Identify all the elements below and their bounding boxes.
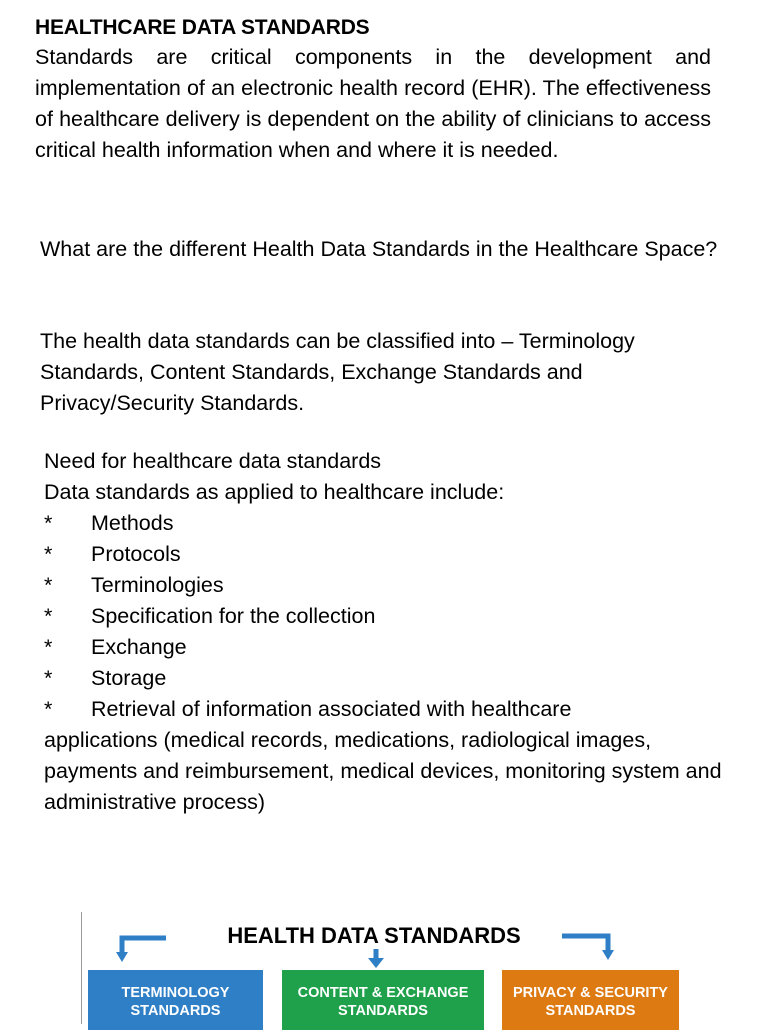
list-item-text: Specification for the collection (91, 604, 376, 628)
box-label-line-2: STANDARDS (130, 1003, 221, 1019)
box-label-line-2: STANDARDS (545, 1003, 636, 1019)
list-item-text: Storage (91, 666, 167, 690)
intro-paragraph: Standards are critical components in the development and implementation of an electronic health record (EHR). The effectiveness of healthcare delivery is dependent on the ability of clinicians to access critical health information when and where it is needed. (35, 45, 711, 162)
list-item (44, 663, 744, 694)
left-elbow-arrow-icon (114, 934, 168, 964)
content-exchange-standards-box (282, 970, 484, 1030)
bullet-marker: * (44, 542, 53, 566)
bullet-marker: * (44, 635, 53, 659)
question-paragraph: What are the different Health Data Standards in the Healthcare Space? (40, 237, 718, 261)
list-item (44, 539, 744, 570)
terminology-standards-box (88, 970, 263, 1030)
bullet-marker: * (44, 511, 53, 535)
box-label-line-1: PRIVACY & SECURITY (513, 985, 668, 1001)
list-item (44, 570, 744, 601)
box-label-line-1: CONTENT & EXCHANGE (297, 985, 469, 1001)
bullet-marker: * (44, 573, 53, 597)
down-arrow-icon (366, 948, 386, 970)
bullet-marker: * (44, 697, 53, 721)
need-heading: Need for healthcare data standards (44, 449, 382, 473)
right-elbow-arrow-icon (560, 932, 618, 962)
list-item (44, 632, 744, 663)
privacy-security-standards-box (502, 970, 679, 1030)
list-continuation: applications (medical records, medications, radiological images, payments and reimbursement, medical devices, monitoring system and administrative process) (44, 728, 722, 814)
box-label-line-1: TERMINOLOGY (121, 985, 230, 1001)
bullet-marker: * (44, 666, 53, 690)
list-item-text: Protocols (91, 542, 181, 566)
diagram-title: HEALTH DATA STANDARDS (227, 923, 521, 948)
page-title: HEALTHCARE DATA STANDARDS (35, 16, 370, 39)
need-section (44, 446, 744, 818)
list-item-text: Retrieval of information associated with healthcare (91, 697, 572, 721)
list-item (44, 508, 744, 539)
diagram-divider (81, 912, 82, 1024)
list-item-text: Methods (91, 511, 174, 535)
bullet-marker: * (44, 604, 53, 628)
list-item-text: Terminologies (91, 573, 224, 597)
list-item (44, 601, 744, 632)
need-intro: Data standards as applied to healthcare include: (44, 480, 505, 504)
box-label-line-2: STANDARDS (338, 1003, 428, 1019)
classification-paragraph: The health data standards can be classified into – Terminology Standards, Content Standards, Exchange Standards and Privacy/Security Standards. (40, 329, 635, 415)
list-item (44, 694, 744, 725)
list-item-text: Exchange (91, 635, 187, 659)
